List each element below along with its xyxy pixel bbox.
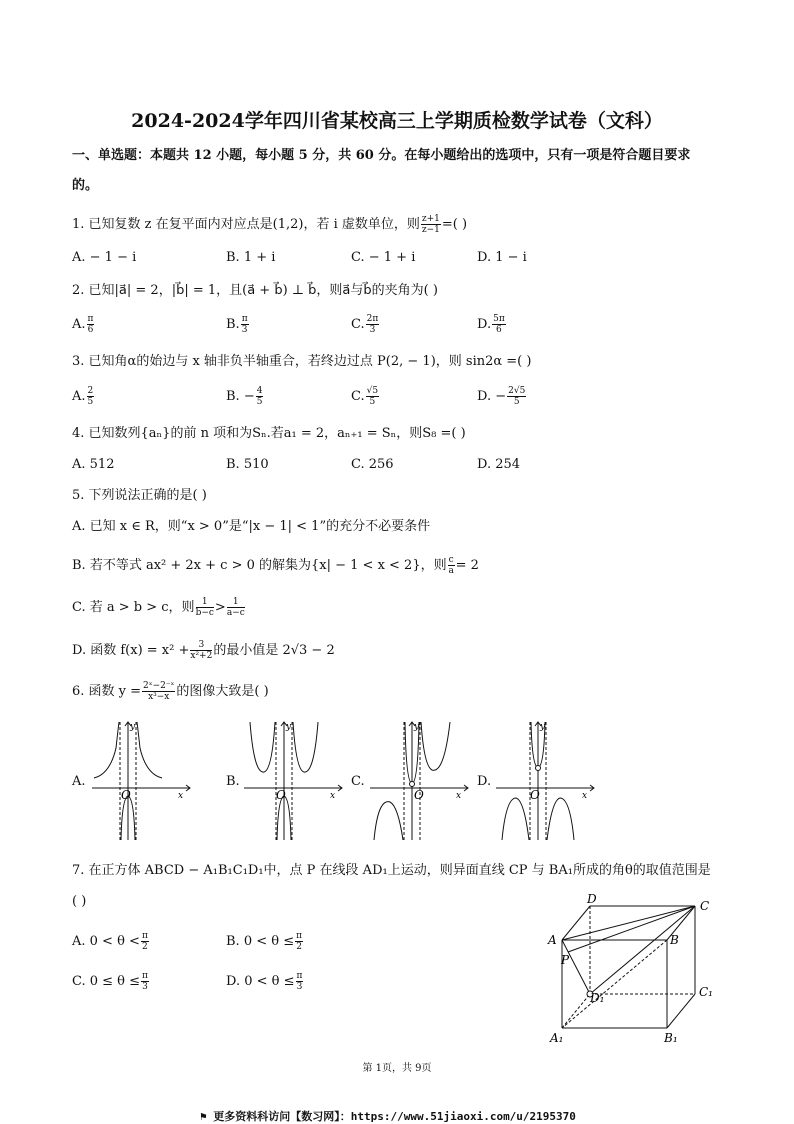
cube-label-c: C (700, 899, 710, 913)
svg-text:O: O (276, 788, 286, 802)
q6-label-c: C. (351, 774, 365, 789)
q6-label-b: B. (226, 774, 240, 789)
cube-label-a: A (548, 933, 557, 947)
q5-stem: 5. 下列说法正确的是( ) (72, 488, 207, 503)
q3-option-d: D. − $\frac{2√5}{5}$ (477, 386, 526, 407)
svg-text:y: y (130, 722, 136, 732)
q6-graph-b (242, 718, 352, 842)
q2-option-b: B. $\frac{\pi}{3}$ (226, 314, 248, 335)
cube-label-b1: B₁ (664, 1031, 678, 1045)
svg-text:x: x (178, 791, 184, 801)
q1-option-a: A. − 1 − i (72, 250, 137, 265)
section-heading-line2: 的。 (72, 178, 99, 193)
q1-option-d: D. 1 − i (477, 250, 527, 265)
cube-label-b: B (670, 933, 679, 947)
resource-banner-link[interactable]: ⚑ 更多资料科访问【数习网】：https://www.51jiaoxi.com/u/2195370 (200, 1110, 576, 1123)
q6-label-d: D. (477, 774, 492, 789)
q6-graph-a (90, 718, 200, 842)
cube-label-d1: D₁ (590, 991, 605, 1005)
svg-text:O: O (414, 788, 424, 802)
q7-option-b: B. 0 < θ ≤ $\frac{\pi}{2}$ (226, 931, 303, 952)
q7-stem-paren: ( ) (72, 894, 87, 909)
q2-option-a: A. $\frac{\pi}{6}$ (72, 314, 94, 335)
q1-stem: 1. 已知复数 z 在复平面内对应点是(1,2)，若 i 虚数单位，则 $\frac{z+1}{z-1}$ =( ) (72, 214, 468, 235)
svg-text:x: x (456, 791, 462, 801)
q7-option-d: D. 0 < θ ≤ $\frac{\pi}{3}$ (226, 971, 303, 992)
q1-option-c: C. − 1 + i (351, 250, 416, 265)
svg-text:y: y (540, 722, 546, 732)
q7-option-a: A. 0 < θ < $\frac{\pi}{2}$ (72, 931, 148, 952)
cube-label-d: D (587, 892, 597, 906)
q2-option-c: C. $\frac{2\pi}{3}$ (351, 314, 379, 335)
q6-label-a: A. (72, 774, 86, 789)
section-heading-line1: 一、单选题：本题共 12 小题，每小题 5 分，共 60 分。在每小题给出的选项中，只有一项是符合题目要求 (72, 148, 691, 163)
q2-option-d: D. $\frac{5\pi}{6}$ (477, 314, 505, 335)
q7-option-c: C. 0 ≤ θ ≤ $\frac{\pi}{3}$ (72, 971, 148, 992)
q3-option-c: C. $\frac{√5}{5}$ (351, 386, 379, 407)
q6-graph-c (368, 718, 478, 842)
q5-option-b: B. 若不等式 ax² + 2x + c > 0 的解集为{x| − 1 < x < 2}，则 $\frac{c}{a}$ = 2 (72, 555, 479, 576)
q2-stem: 2. 已知|a⃗| = 2，|b⃗| = 1，且(a⃗ + b⃗) ⊥ b⃗，则a⃗与b⃗的夹角为( ) (72, 283, 438, 298)
q6-stem: 6. 函数 y = $\frac{\text{2ˣ−2⁻ˣ}}{\text{x³−x}}$ 的图像大致是( ) (72, 681, 269, 702)
q4-option-c: C. 256 (351, 457, 394, 472)
q1-option-b: B. 1 + i (226, 250, 276, 265)
svg-text:x: x (582, 791, 588, 801)
q4-option-d: D. 254 (477, 457, 521, 472)
q3-option-a: A. $\frac{2}{5}$ (72, 386, 94, 407)
page-footer: 第 1页，共 9页 (362, 1063, 432, 1074)
svg-text:y: y (286, 722, 292, 732)
q7-stem: 7. 在正方体 ABCD − A₁B₁C₁D₁中，点 P 在线段 AD₁上运动，则异面直线 CP 与 BA₁所成的角θ的取值范围是 (72, 863, 711, 878)
svg-text:O: O (530, 788, 540, 802)
q5-option-a: A. 已知 x ∈ R，则“x > 0”是“|x − 1| < 1”的充分不必要条件 (72, 519, 431, 534)
q3-option-b: B. − $\frac{4}{5}$ (226, 386, 263, 407)
svg-text:O: O (121, 788, 131, 802)
cube-label-c1: C₁ (699, 985, 713, 999)
q4-option-a: A. 512 (72, 457, 115, 472)
q4-option-b: B. 510 (226, 457, 269, 472)
cube-label-a1: A₁ (550, 1031, 564, 1045)
cube-label-p: P (561, 953, 570, 967)
q5-option-d: D. 函数 f(x) = x² + $\frac{3}{\text{x²+2}}$ 的最小值是 2√3 − 2 (72, 640, 335, 661)
svg-text:y: y (414, 722, 420, 732)
svg-text:x: x (330, 791, 336, 801)
q3-stem: 3. 已知角α的始边与 x 轴非负半轴重合，若终边过点 P(2, − 1)，则 sin2α =( ) (72, 354, 532, 369)
q5-option-c: C. 若 a > b > c，则 $\frac{1}{b-c}$ > $\frac{1}{a-c}$ (72, 597, 245, 618)
page-title: 2024-2024学年四川省某校高三上学期质检数学试卷（文科） (131, 110, 663, 132)
q6-graph-d (494, 718, 604, 842)
q7-cube-figure (540, 890, 730, 1050)
q4-stem: 4. 已知数列{aₙ}的前 n 项和为Sₙ.若a₁ = 2，aₙ₊₁ = Sₙ，则S₈ =( ) (72, 426, 466, 441)
